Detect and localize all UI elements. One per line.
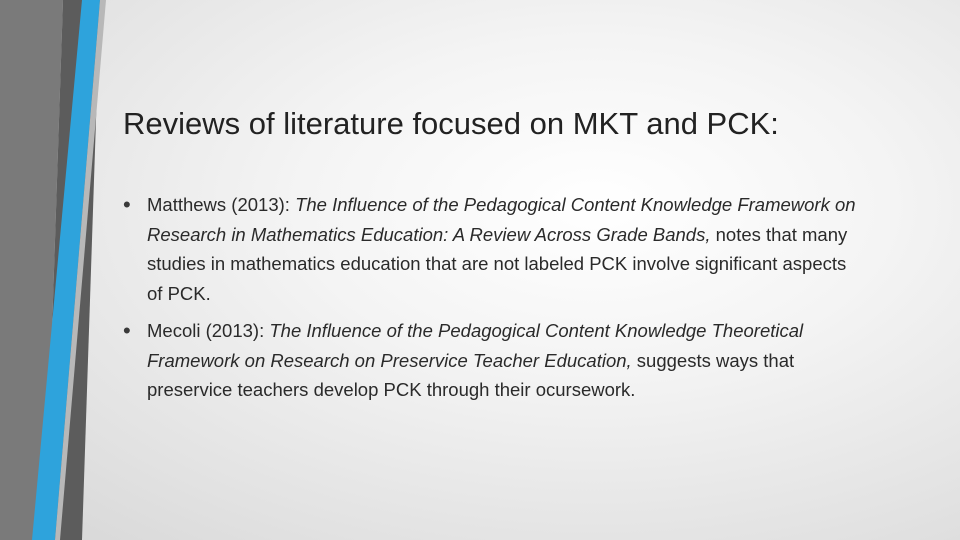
bullet-list <box>123 190 863 413</box>
citation-summary: suggests ways that preservice teachers develop PCK through their ocursework. <box>147 349 795 400</box>
citation-author: Matthews (2013): <box>147 194 296 215</box>
slide-title: Reviews of literature focused on MKT and PCK: <box>123 106 779 141</box>
bullet-item-mecoli <box>123 316 863 405</box>
citation-title: The Influence of the Pedagogical Content Knowledge Theoretical Framework on Research on Preservice Teacher Education, <box>147 320 804 371</box>
bullet-item-matthews <box>123 190 863 308</box>
bullet-dot: • <box>123 192 131 217</box>
citation-title: The Influence of the Pedagogical Content Knowledge Framework on Research in Mathematics Education: A Review Across Grade Bands, <box>147 194 856 245</box>
citation-summary: notes that many studies in mathematics education that are not labeled PCK involve significant aspects of PCK. <box>147 223 848 304</box>
bullet-dot: • <box>123 318 131 343</box>
citation-author: Mecoli (2013): <box>147 320 270 341</box>
